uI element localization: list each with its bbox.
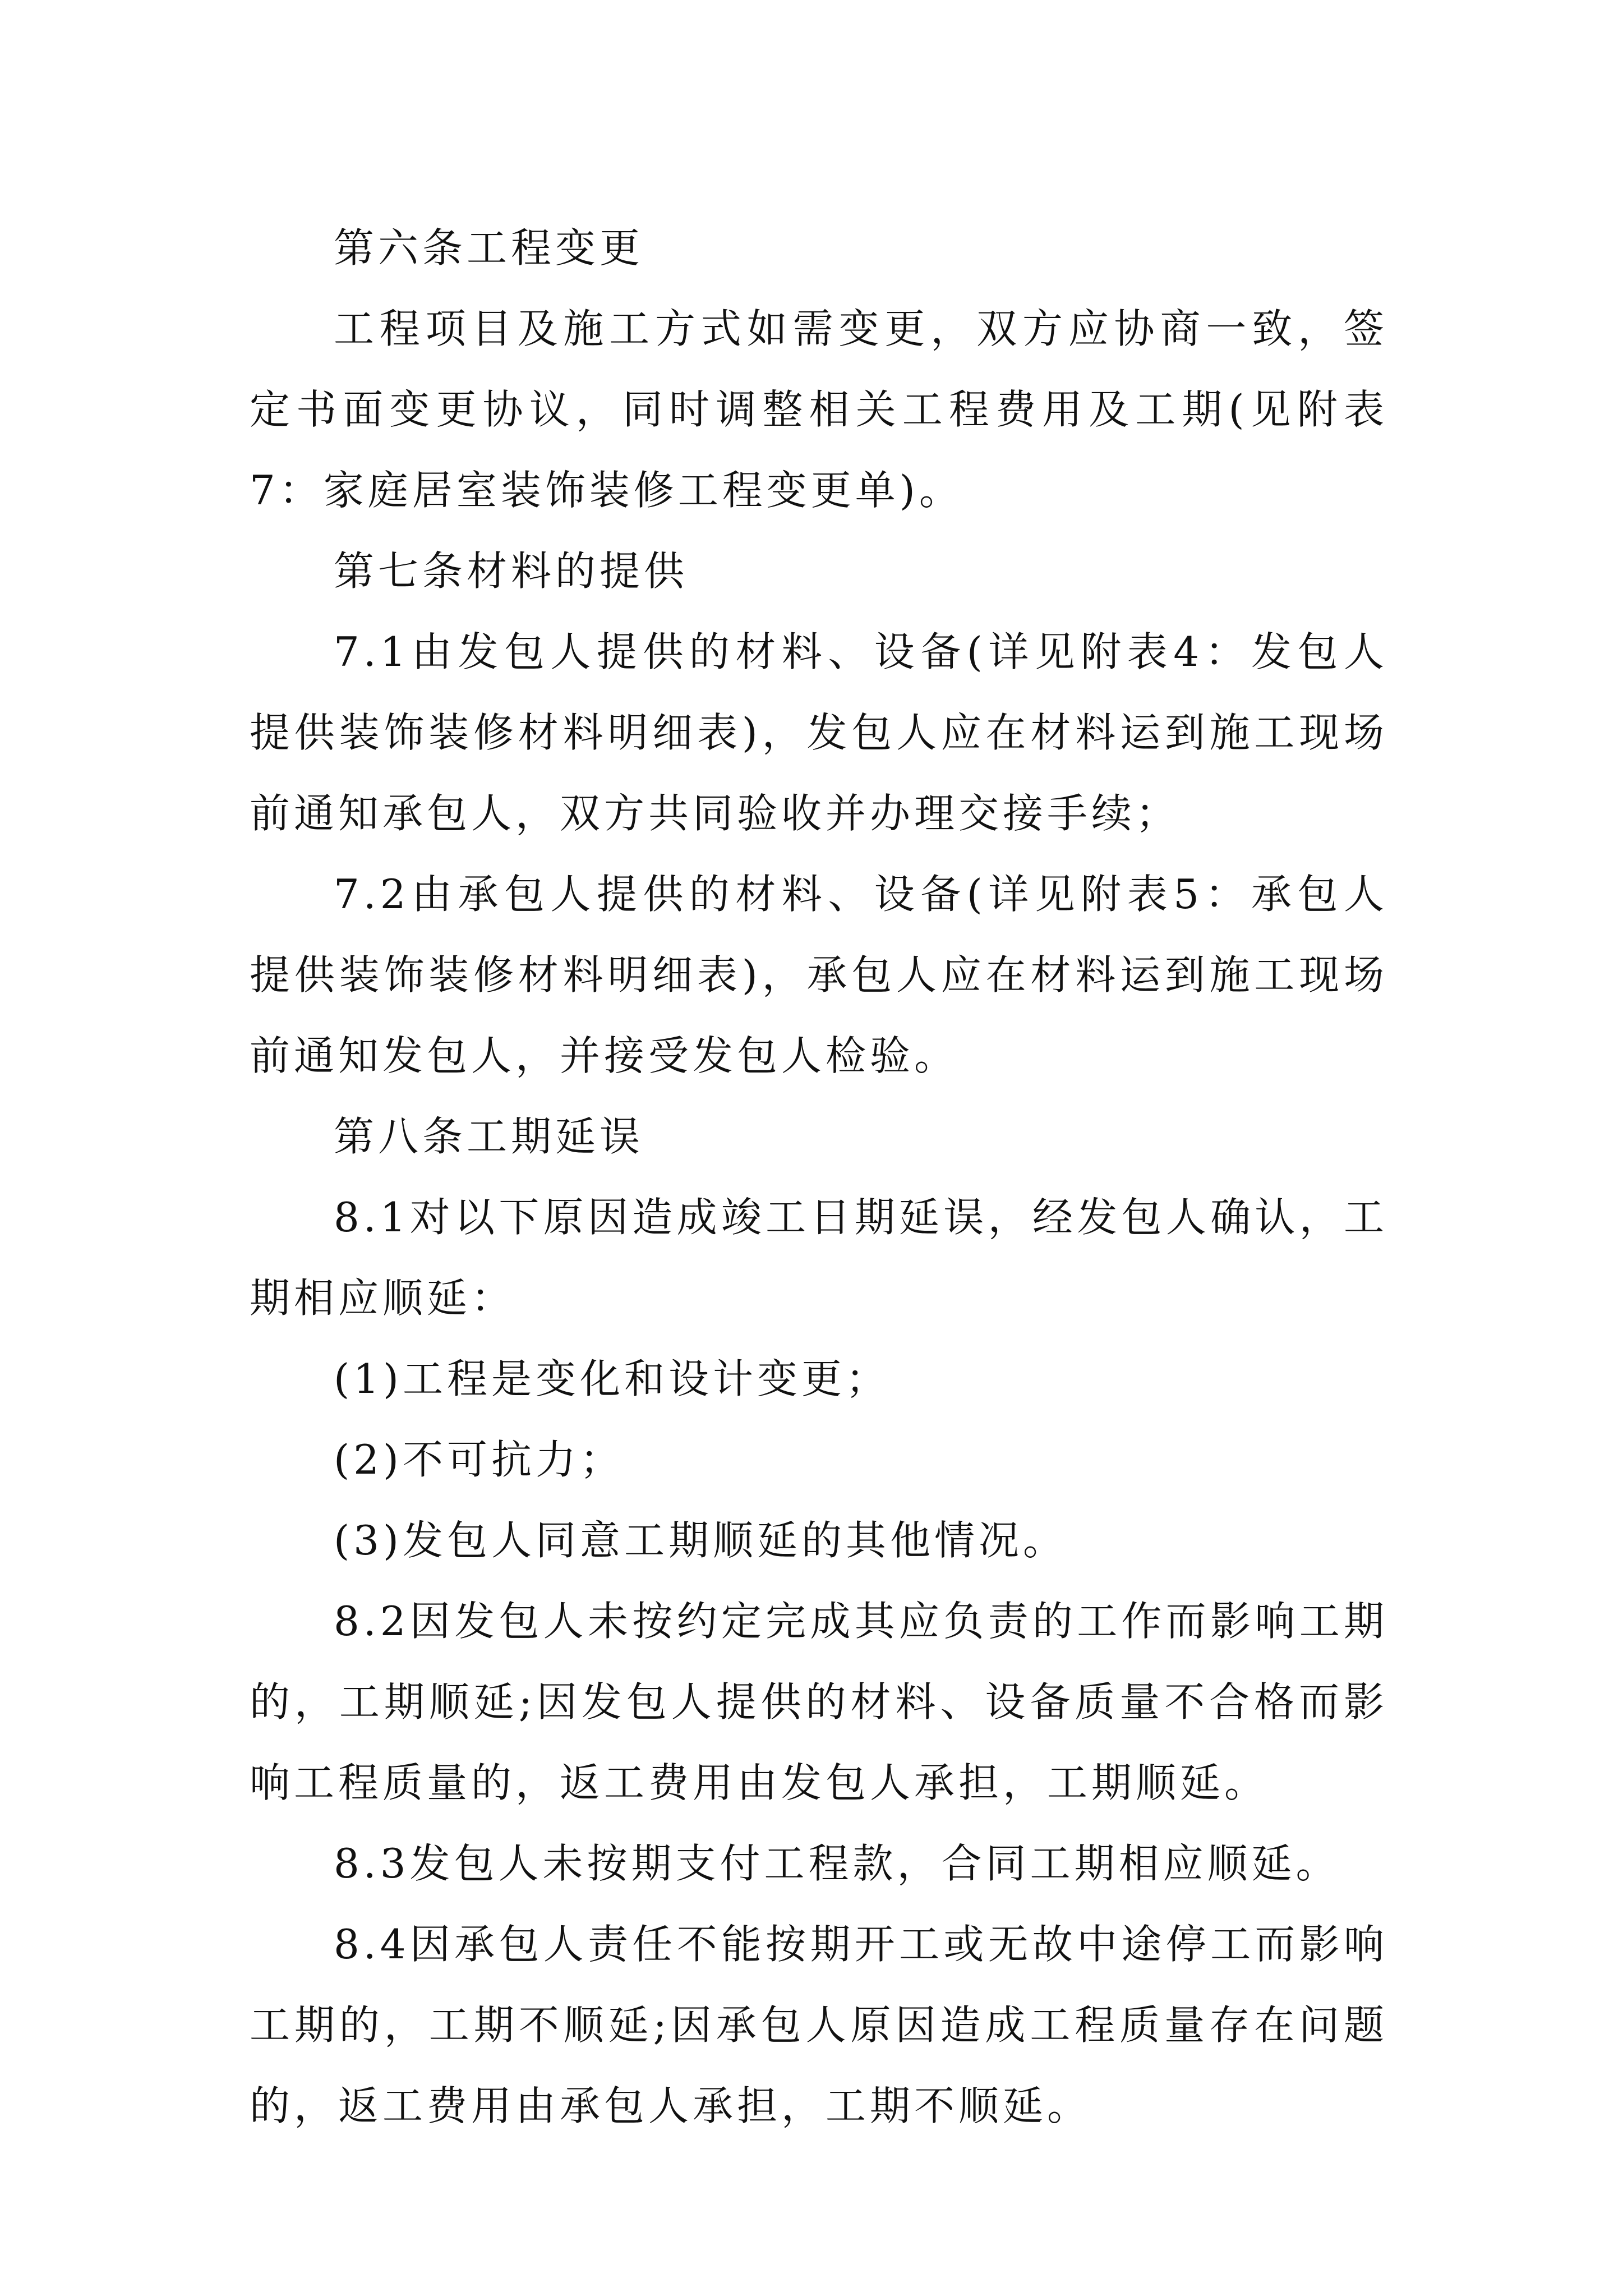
paragraph-engineering-change: 工程项目及施工方式如需变更，双方应协商一致，签定书面变更协议，同时调整相关工程费用及工期(见附表7：家庭居室装饰装修工程变更单)。 — [250, 305, 1388, 514]
body-text — [250, 208, 1388, 2146]
heading-article-8: 第八条工期延误 — [334, 1113, 644, 1160]
paragraph-8-1: 8.1对以下原因造成竣工日期延误，经发包人确认，工期相应顺延： — [250, 1194, 1388, 1322]
paragraph-8-3: 8.3发包人未按期支付工程款，合同工期相应顺延。 — [334, 1840, 1340, 1887]
paragraph-8-4: 8.4因承包人责任不能按期开工或无故中途停工而影响工期的，工期不顺延;因承包人原因造成工程质量存在问题的，返工费用由承包人承担，工期不顺延。 — [250, 1921, 1388, 2129]
heading-article-6: 第六条工程变更 — [334, 224, 644, 272]
paragraph-8-2: 8.2因发包人未按约定完成其应负责的工作而影响工期的，工期顺延;因发包人提供的材料、设备质量不合格而影响工程质量的，返工费用由发包人承担，工期顺延。 — [250, 1598, 1388, 1806]
list-item-1: (1)工程是变化和设计变更； — [334, 1355, 890, 1402]
heading-article-7: 第七条材料的提供 — [334, 547, 689, 595]
paragraph-7-2: 7.2由承包人提供的材料、设备(详见附表5：承包人提供装饰装修材料明细表)，承包人应在材料运到施工现场前通知发包人，并接受发包人检验。 — [250, 871, 1388, 1079]
list-item-2: (2)不可抗力； — [334, 1436, 624, 1483]
paragraph-7-1: 7.1由发包人提供的材料、设备(详见附表4：发包人提供装饰装修材料明细表)，发包人应在材料运到施工现场前通知承包人，双方共同验收并办理交接手续； — [250, 628, 1388, 837]
list-item-3: (3)发包人同意工期顺延的其他情况。 — [334, 1517, 1067, 1564]
